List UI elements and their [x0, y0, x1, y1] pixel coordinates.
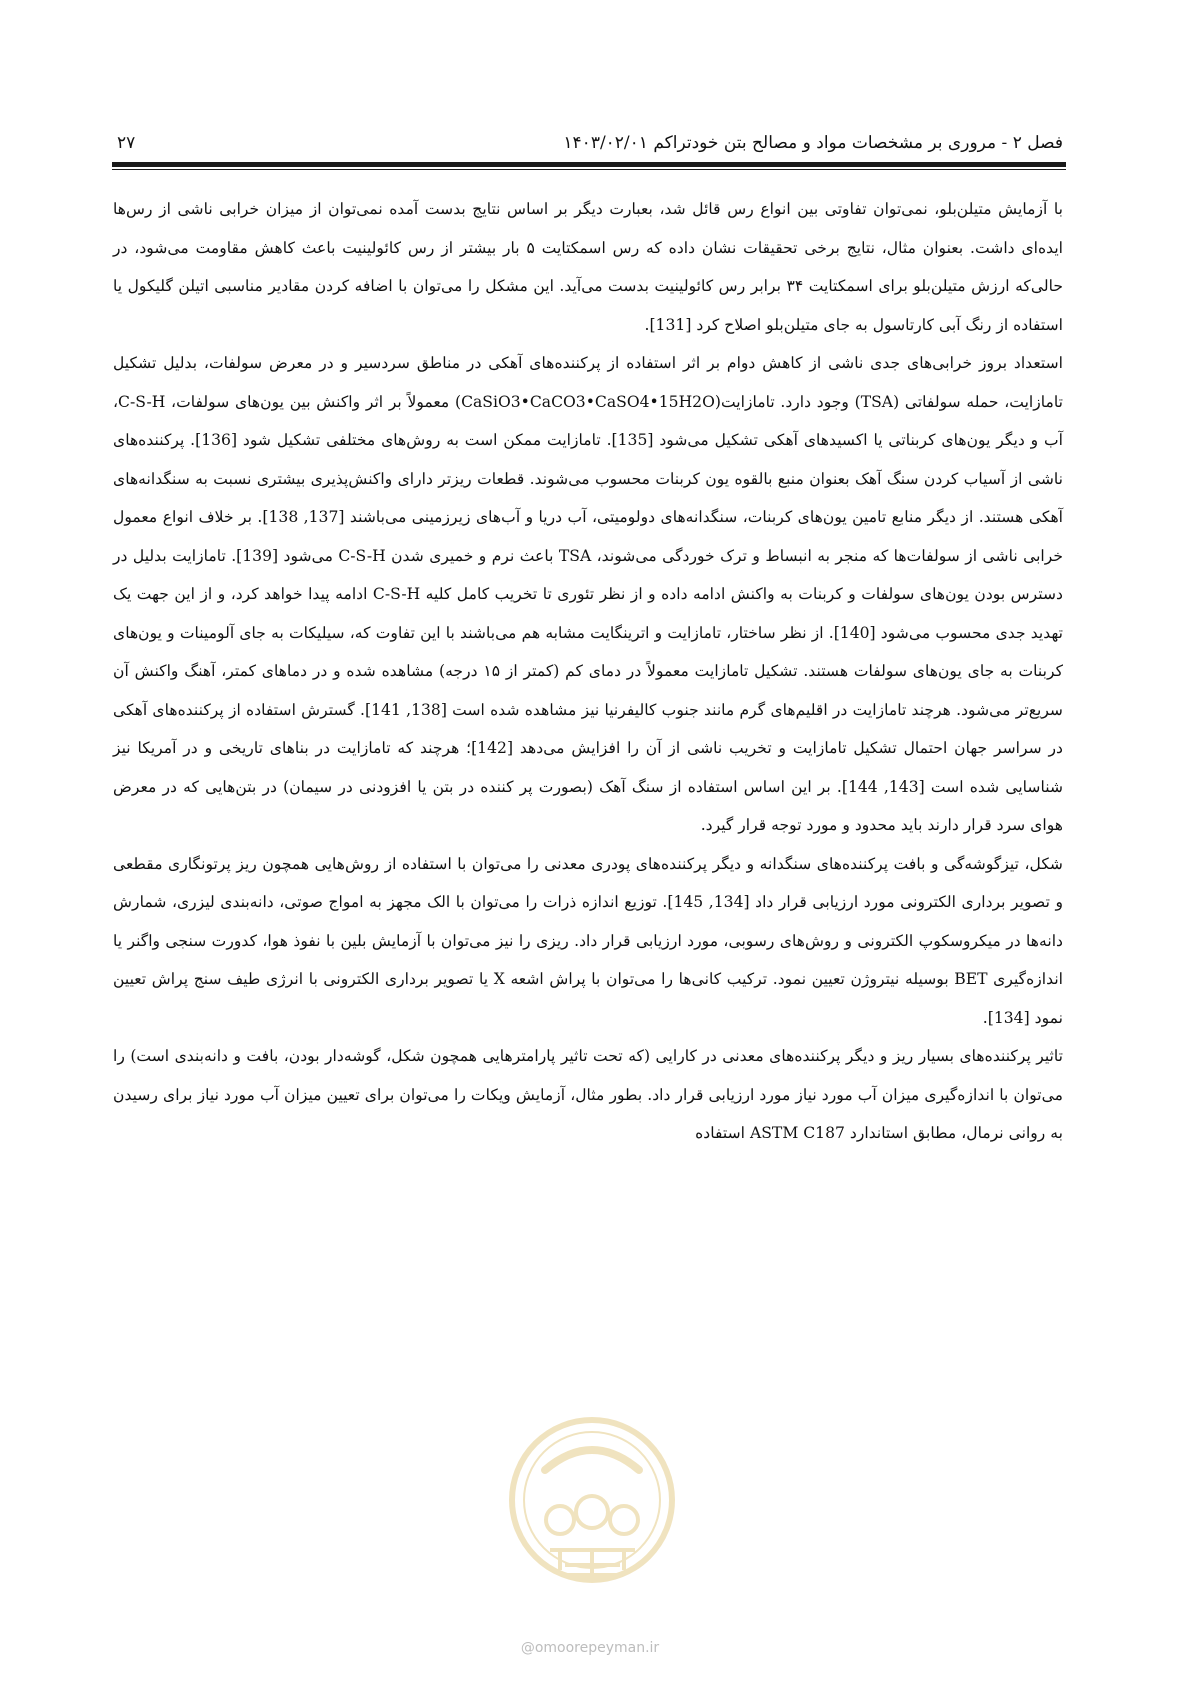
- paragraph: استعداد بروز خرابی‌های جدی ناشی از کاهش دوام بر اثر استفاده از پرکننده‌های آهکی در مناطق سردسیر و در معرض سولفات، بدلیل تشکیل تامازایت، حمله سولفاتی (TSA) وجود دارد. تامازایت(CaSiO3•CaCO3•CaSO4•15H2O) معمولاً بر اثر واکنش بین یون‌های سولفات، C-S-H، آب و دیگر یون‌های کربناتی یا اکسیدهای آهکی تشکیل می‌شود [135]. تامازایت ممکن است به روش‌های مختلفی تشکیل شود [136]. پرکننده‌های ناشی از آسیاب کردن سنگ آهک بعنوان منبع بالقوه یون کربنات محسوب می‌شوند. قطعات ریزتر دارای واکنش‌پذیری بیشتری نسبت به سنگدانه‌های آهکی هستند. از دیگر منابع تامین یون‌های کربنات، سنگدانه‌های دولومیتی، آب دریا و آب‌های زیرزمینی می‌باشند [137, 138]. بر خلاف انواع معمول خرابی ناشی از سولفات‌ها که منجر به انبساط و ترک خوردگی می‌شوند، TSA باعث نرم و خمیری شدن C-S-H می‌شود [139]. تامازایت بدلیل در دسترس بودن یون‌های سولفات و کربنات به واکنش ادامه داده و از نظر تئوری تا تخریب کامل کلیه C-S-H ادامه پیدا خواهد کرد، و از این جهت یک تهدید جدی محسوب می‌شود [140]. از نظر ساختار، تامازایت و اترینگایت مشابه هم می‌باشند با این تفاوت که، سیلیکات به جای آلومینات و یون‌های کربنات به جای یون‌های سولفات هستند. تشکیل تامازایت معمولاً در دمای کم (کمتر از ۱۵ درجه) مشاهده شده و در دماهای کمتر، آهنگ واکنش آن سریع‌تر می‌شود. هرچند تامازایت در اقلیم‌های گرم مانند جنوب کالیفرنیا نیز مشاهده شده است [138, 141]. گسترش استفاده از پرکننده‌های آهکی در سراسر جهان احتمال تشکیل تامازایت و تخریب ناشی از آن را افزایش می‌دهد [142]؛ هرچند که تامازایت در بناهای تاریخی و در آمریکا نیز شناسایی شده است [143, 144]. بر این اساس استفاده از سنگ آهک (بصورت پر کننده در بتن یا افزودنی در سیمان) در بتن‌هایی که در معرض هوای سرد قرار دارند باید محدود و مورد توجه قرار گیرد.: [113, 354, 1064, 834]
- watermark-logo-icon: [505, 1400, 680, 1610]
- paragraph: شکل، تیزگوشه‌گی و بافت پرکننده‌های سنگدانه و دیگر پرکننده‌های پودری معدنی را می‌توان با استفاده از روش‌هایی همچون ریز پرتونگاری مقطعی و تصویر برداری الکترونی مورد ارزیابی قرار داد [134, 145]. توزیع اندازه ذرات را می‌توان با الک مجهز به امواج صوتی، دانه‌بندی لیزری، شمارش دانه‌ها در میکروسکوپ الکترونی و روش‌های رسوبی، مورد ارزیابی قرار داد. ریزی را نیز می‌توان با آزمایش بلین با نفوذ هوا، کدورت سنجی واگنر یا اندازه‌گیری BET بوسیله نیتروژن تعیین نمود. ترکیب کانی‌ها را می‌توان با پراش اشعه X یا تصویر برداری الکترونی با انرژی طیف سنج پراش تعیین نمود [134].: [113, 854, 1063, 1027]
- header-rule-thin: [112, 169, 1066, 170]
- page-number: ۲۷: [117, 133, 136, 153]
- watermark-site-label: @omoorepeyman.ir: [520, 1640, 660, 1656]
- body-text: [113, 190, 1063, 1153]
- paragraph: تاثیر پرکننده‌های بسیار ریز و دیگر پرکننده‌های معدنی در کارایی (که تحت تاثیر پارامترهایی همچون شکل، گوشه‌دار بودن، بافت و دانه‌بندی است) را می‌توان با اندازه‌گیری میزان آب مورد نیاز مورد ارزیابی قرار داد. بطور مثال، آزمایش ویکات را می‌توان برای تعیین میزان آب مورد نیاز برای رسیدن به روانی نرمال، مطابق استاندارد ASTM C187 استفاده: [113, 1047, 1063, 1142]
- header-rule-thick: [112, 162, 1066, 167]
- header-title: فصل ۲ - مروری بر مشخصات مواد و مصالح بتن خودتراکم ۱۴۰۳/۰۲/۰۱: [563, 133, 1063, 153]
- running-header: [117, 128, 1063, 158]
- paragraph: با آزمایش متیلن‌بلو، نمی‌توان تفاوتی بین انواع رس قائل شد، بعبارت دیگر بر اساس نتایج بدست آمده نمی‌توان از میزان خرابی ناشی از رس‌ها ایده‌ای داشت. بعنوان مثال، نتایج برخی تحقیقات نشان داده که رس اسمکتایت ۵ بار بیشتر از رس کائولینیت باعث کاهش مقاومت می‌شود، در حالی‌که ارزش متیلن‌بلو برای اسمکتایت ۳۴ برابر رس کائولینیت بدست می‌آید. این مشکل را می‌توان با اضافه کردن مقادیر مناسبی اتیلن گلیکول یا استفاده از رنگ آبی کارتاسول به جای متیلن‌بلو اصلاح کرد [131].: [113, 200, 1064, 334]
